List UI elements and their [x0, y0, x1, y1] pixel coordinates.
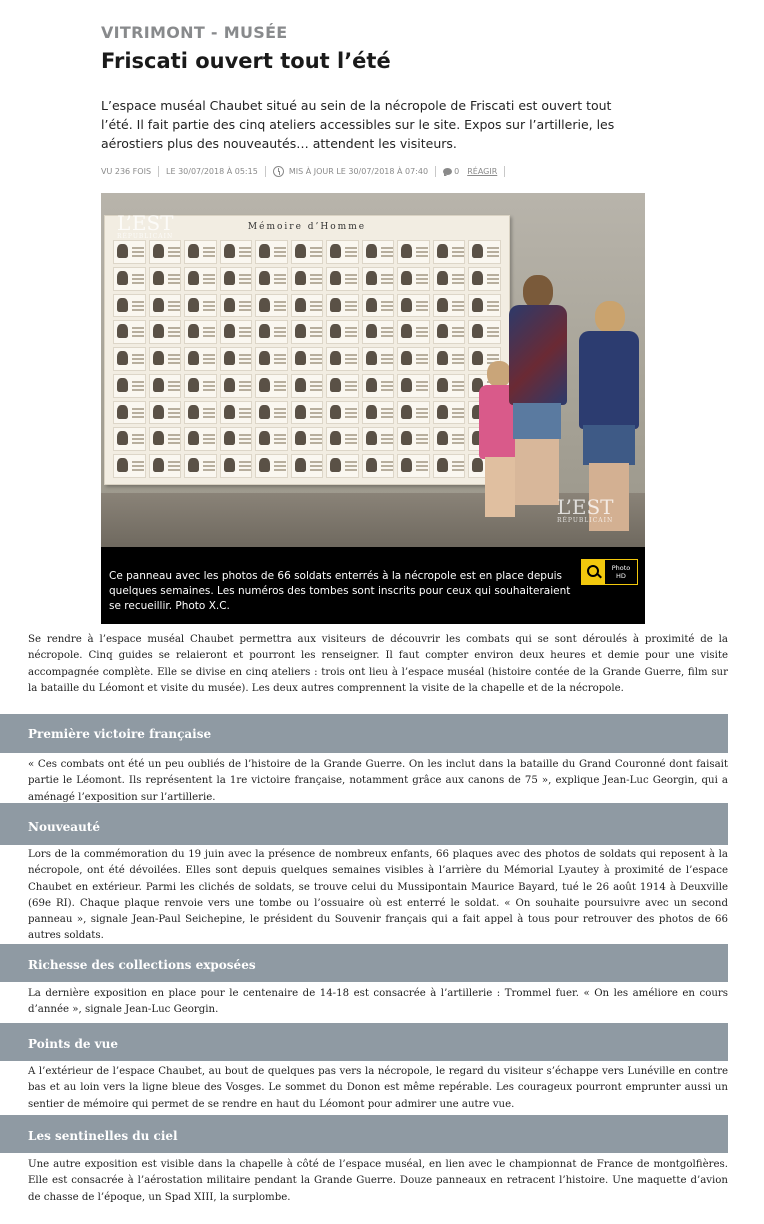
soldier-plaque [433, 240, 466, 264]
article-paragraph: Une autre exposition est visible dans la chapelle à côté de l’espace muséal, en lien avec le championnat de France de montgolfières. Elle est consacrée à l’aérostation militaire pendant la Grande Guerre. Douze panneaux en retracent l’histoire. Une maquette d’avion de chasse de l’époque, un Spad XIII, la surplombe. [28, 1159, 728, 1203]
soldier-plaque [149, 320, 182, 344]
react-link[interactable]: RÉAGIR [467, 166, 498, 176]
meta-divider [158, 166, 159, 177]
memorial-board [104, 211, 510, 485]
soldier-plaque [433, 347, 466, 371]
soldier-plaque [184, 320, 217, 344]
soldier-plaque [291, 427, 324, 451]
soldier-plaque [149, 401, 182, 425]
soldier-plaque [397, 320, 430, 344]
soldier-plaque [291, 347, 324, 371]
soldier-plaque [397, 454, 430, 478]
article-paragraph: « Ces combats ont été un peu oubliés de l’histoire de la Grande Guerre. On les inclut dans la bataille du Grand Couronné dont faisait partie le Léomont. Ils représentent la 1re victoire française, notamment grâce aux canons de 75 », explique Jean-Luc Georgin, qui a aménagé l’exposition sur l’artillerie. [28, 759, 728, 803]
soldier-plaque [397, 240, 430, 264]
clock-icon [273, 166, 284, 177]
article-paragraph: A l’extérieur de l’espace Chaubet, au bout de quelques pas vers la nécropole, le regard du visiteur s’échappe vers Lunéville en contre bas et au loin vers la ligne bleue des Vosges. Le sommet du Donon est même repérable. Les courageux pourront emprunter aussi un sentier de mémoire qui permet de se rendre en haut du Léomont pour admirer une autre vue. [28, 1066, 728, 1110]
article-paragraph: Se rendre à l’espace muséal Chaubet permettra aux visiteurs de découvrir les combats qui se sont déroulés à proximité de la nécropole. Cinq guides se relaieront et pourront les renseigner. Il faut compter environ deux heures et demie pour une visite accompagnée complète. Elle se divise en cinq ateliers : trois ont lieu à l’espace muséal (histoire contée de la Grande Guerre, film sur la bataille du Léomont et visite du musée). Les deux autres comprennent la visite de la chapelle et de la nécropole. [28, 634, 728, 694]
comment-bubble-icon[interactable] [443, 168, 452, 175]
soldier-plaque [149, 294, 182, 318]
article-photo[interactable] [101, 193, 645, 624]
soldier-plaque [113, 240, 146, 264]
soldier-plaque [255, 401, 288, 425]
soldier-plaque [362, 240, 395, 264]
soldier-plaque [149, 267, 182, 291]
soldier-plaque [220, 454, 253, 478]
soldier-plaque [220, 267, 253, 291]
soldier-plaques-grid [113, 240, 501, 478]
soldier-plaque [220, 294, 253, 318]
soldier-plaque [149, 374, 182, 398]
section-heading: Première victoire française [0, 714, 728, 753]
soldier-plaque [291, 374, 324, 398]
soldier-plaque [113, 347, 146, 371]
soldier-plaque [291, 294, 324, 318]
section-heading: Points de vue [0, 1023, 728, 1061]
board-title: Mémoire d’Homme [247, 222, 367, 232]
soldier-plaque [149, 240, 182, 264]
soldier-plaque [113, 374, 146, 398]
soldier-plaque [397, 374, 430, 398]
soldier-plaque [433, 294, 466, 318]
soldier-plaque [184, 267, 217, 291]
soldier-plaque [362, 454, 395, 478]
soldier-plaque [220, 320, 253, 344]
soldier-plaque [433, 267, 466, 291]
soldier-plaque [255, 427, 288, 451]
soldier-plaque [255, 320, 288, 344]
soldier-plaque [326, 294, 359, 318]
soldier-plaque [362, 294, 395, 318]
soldier-plaque [291, 401, 324, 425]
soldier-plaque [184, 454, 217, 478]
soldier-plaque [468, 294, 501, 318]
soldier-plaque [184, 347, 217, 371]
soldier-plaque [326, 401, 359, 425]
soldier-plaque [362, 427, 395, 451]
comment-count[interactable]: 0 [454, 166, 460, 176]
soldier-plaque [113, 427, 146, 451]
soldier-plaque [362, 347, 395, 371]
section-heading: Richesse des collections exposées [0, 944, 728, 982]
photo-caption: Ce panneau avec les photos de 66 soldats enterrés à la nécropole est en place depuis quelques semaines. Les numéros des tombes sont inscrits pour ceux qui souhaiteraient se recueillir. Photo X.C. [109, 570, 571, 612]
soldier-plaque [397, 427, 430, 451]
soldier-plaque [397, 294, 430, 318]
soldier-plaque [397, 267, 430, 291]
soldier-plaque [255, 240, 288, 264]
photo-caption-band [101, 547, 645, 624]
article-header [101, 22, 661, 76]
publish-date: LE 30/07/2018 À 05:15 [166, 166, 258, 176]
soldier-plaque [113, 320, 146, 344]
soldier-plaque [326, 320, 359, 344]
article-lead: L’espace muséal Chaubet situé au sein de la nécropole de Friscati est ouvert tout l’été. Il fait partie des cinq ateliers accessibles sur le site. Expos sur l’artillerie, les aérostiers plus des nouveautés… attendent les visiteurs. [101, 98, 615, 151]
soldier-plaque [255, 347, 288, 371]
soldier-plaque [326, 374, 359, 398]
soldier-plaque [220, 347, 253, 371]
soldier-plaque [326, 240, 359, 264]
soldier-plaque [220, 374, 253, 398]
soldier-plaque [397, 347, 430, 371]
soldier-plaque [184, 294, 217, 318]
soldier-plaque [291, 454, 324, 478]
soldier-plaque [220, 240, 253, 264]
soldier-plaque [326, 427, 359, 451]
soldier-plaque [362, 374, 395, 398]
publisher-watermark: L’EST RÉPUBLICAIN [557, 495, 614, 524]
soldier-plaque [433, 401, 466, 425]
meta-divider [435, 166, 436, 177]
soldier-plaque [255, 267, 288, 291]
soldier-plaque [220, 427, 253, 451]
soldier-plaque [255, 454, 288, 478]
soldier-plaque [362, 401, 395, 425]
soldier-plaque [184, 401, 217, 425]
section-heading: Nouveauté [0, 803, 728, 845]
soldier-plaque [468, 267, 501, 291]
soldier-plaque [326, 267, 359, 291]
photo-hd-button[interactable] [581, 559, 638, 585]
soldier-plaque [468, 240, 501, 264]
soldier-plaque [113, 294, 146, 318]
article-body [28, 632, 728, 1206]
soldier-plaque [326, 347, 359, 371]
meta-divider [265, 166, 266, 177]
soldier-plaque [291, 267, 324, 291]
soldier-plaque [184, 240, 217, 264]
meta-divider [504, 166, 505, 177]
soldier-plaque [291, 240, 324, 264]
soldier-plaque [433, 320, 466, 344]
article-meta [101, 163, 512, 179]
magnifier-icon[interactable] [582, 560, 605, 584]
soldier-plaque [255, 294, 288, 318]
soldier-plaque [113, 454, 146, 478]
article-paragraph: Lors de la commémoration du 19 juin avec la présence de nombreux enfants, 66 plaques avec des photos de soldats qui reposent à la nécropole, ont été dévoilées. Elles sont depuis quelques semaines visibles à l’arrière du Mémorial Lyautey à proximité de l’espace Chaubet en extérieur. Parmi les clichés de soldats, se trouve celui du Mussipontain Maurice Bayard, tué le 26 août 1914 à Deuxville (69e RI). Chaque plaque renvoie vers une tombe ou l’ossuaire où est enterré le soldat. « On souhaite poursuivre avec un second panneau », signale Jean-Paul Seichepine, le président du Souvenir français qui a fait appel à tous pour retrouver des photos de 66 autres soldats. [28, 849, 728, 942]
soldier-plaque [184, 427, 217, 451]
soldier-plaque [326, 454, 359, 478]
soldier-plaque [149, 454, 182, 478]
soldier-plaque [362, 320, 395, 344]
update-date: MIS À JOUR LE 30/07/2018 À 07:40 [288, 166, 429, 176]
soldier-plaque [149, 427, 182, 451]
article-title: Friscati ouvert tout l’été [101, 49, 391, 73]
soldier-plaque [255, 374, 288, 398]
soldier-plaque [220, 401, 253, 425]
article-kicker: VITRIMONT - MUSÉE [101, 23, 288, 42]
soldier-plaque [362, 267, 395, 291]
soldier-plaque [433, 454, 466, 478]
soldier-plaque [468, 320, 501, 344]
soldier-plaque [291, 320, 324, 344]
photo-hd-label[interactable]: Photo HD [611, 564, 631, 580]
child-figure-tall [501, 275, 571, 523]
soldier-plaque [397, 401, 430, 425]
article-paragraph: La dernière exposition en place pour le centenaire de 14-18 est consacrée à l’artillerie : Trommel fuer. « On les améliore en cours d’année », signale Jean-Luc Georgin. [28, 988, 728, 1016]
soldier-plaque [433, 427, 466, 451]
soldier-plaque [113, 401, 146, 425]
section-heading: Les sentinelles du ciel [0, 1115, 728, 1153]
soldier-plaque [149, 347, 182, 371]
soldier-plaque [113, 267, 146, 291]
soldier-plaque [433, 374, 466, 398]
publisher-watermark: L’EST RÉPUBLICAIN [117, 211, 174, 240]
view-count: VU 236 FOIS [101, 166, 152, 176]
soldier-plaque [184, 374, 217, 398]
